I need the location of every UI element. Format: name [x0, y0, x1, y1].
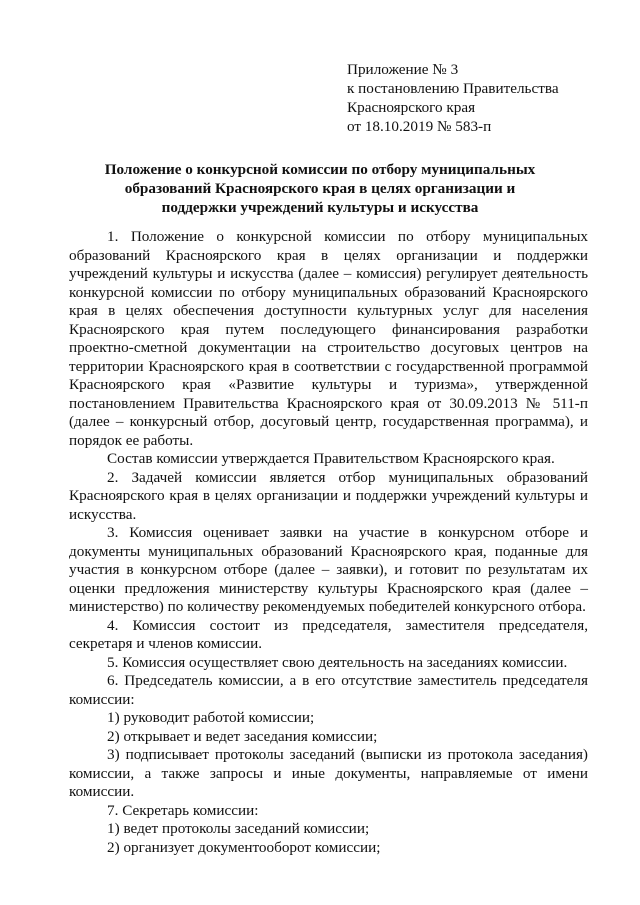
appendix-line: Красноярского края [347, 99, 476, 116]
appendix-header [347, 60, 559, 136]
list-item: 1) ведет протоколы заседаний комиссии; [107, 820, 370, 837]
appendix-line: к постановлению Правительства [347, 80, 559, 97]
paragraph: 7. Секретарь комиссии: [107, 801, 259, 819]
paragraph: Состав комиссии утверждается Правительством Красноярского края. [107, 450, 555, 467]
list-item: 3) подписывает протоколы заседаний (выписки из протокола заседания) комиссии, а также запросы и иные документы, направляемые от имени комиссии. [69, 746, 588, 800]
paragraph: 2. Задачей комиссии является отбор муниципальных образований Красноярского края в целях организации и поддержки учреждений культуры и искусства. [69, 468, 588, 523]
appendix-line: от 18.10.2019 № 583-п [347, 118, 492, 135]
document-title: Положение о конкурсной комиссии по отбору муниципальных образований Красноярского края в целях организации и поддержки учреждений культуры и искусства [104, 161, 536, 216]
list-item: 1) руководит работой комиссии; [107, 709, 315, 726]
paragraph: 4. Комиссия состоит из председателя, заместителя председателя, секретаря и членов комиссии. [69, 616, 588, 652]
document-body [69, 228, 588, 857]
appendix-line: Приложение № 3 [347, 61, 459, 78]
list-item: 2) открывает и ведет заседания комиссии; [107, 727, 378, 745]
paragraph: 6. Председатель комиссии, а в его отсутствие заместитель председателя комиссии: [69, 672, 588, 708]
list-item: 2) организует документооборот комиссии; [107, 838, 381, 856]
paragraph: 1. Положение о конкурсной комиссии по отбору муниципальных образований Красноярского края в целях организации и поддержки учреждений культуры и искусства (далее – комиссия) регулирует деятельность конкурсной комиссии по отбору муниципальных образований Красноярского края в целях обеспечения доступности культурных услуг для населения Красноярского края путем последующего финансирования разработки проектно-сметной документации на строительство досуговых центров на территории Красноярского края в соответствии с государственной программой Красноярского края «Развитие культуры и туризма», утвержденной постановлением Правительства Красноярского края от 30.09.2013 № 511-п (далее – конкурсный отбор, досуговый центр, государственная программа), и порядок ее работы. [69, 228, 588, 449]
paragraph: 3. Комиссия оценивает заявки на участие в конкурсном отборе и документы муниципальных образований Красноярского края, поданные для участия в конкурсном отборе (далее – заявки), и готовит по результатам их оценки предложения министерству культуры Красноярского края (далее – министерство) по количеству рекомендуемых победителей конкурсного отбора. [69, 524, 588, 615]
paragraph: 5. Комиссия осуществляет свою деятельность на заседаниях комиссии. [107, 653, 568, 671]
